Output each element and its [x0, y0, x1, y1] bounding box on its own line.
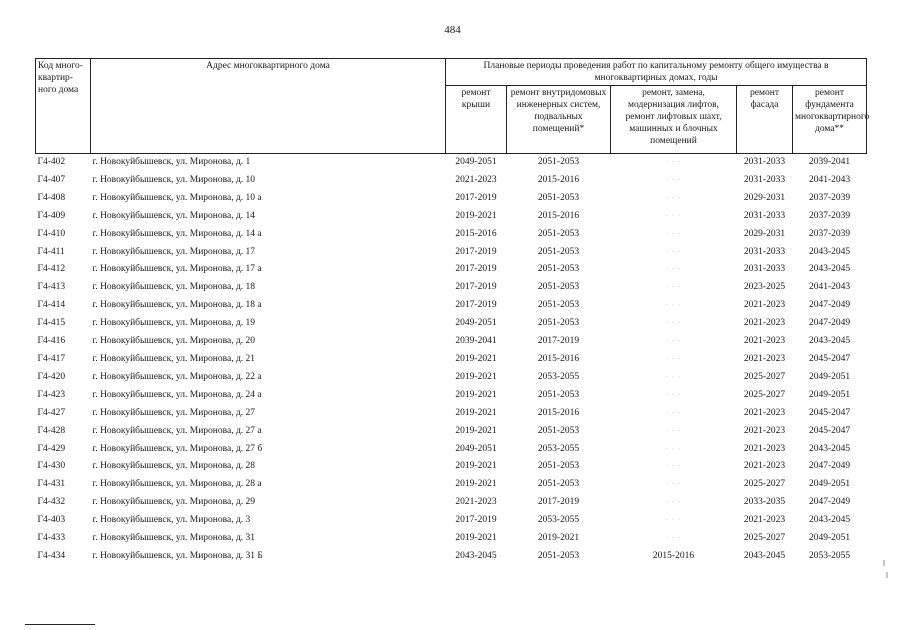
row-code: Г4-420	[37, 371, 66, 382]
row-foundation-period: 2041-2043	[808, 174, 851, 185]
row-facade-period: 2033-2035	[743, 497, 786, 508]
row-facade-period: 2031-2033	[743, 246, 786, 257]
illegible-mark: · · ·	[665, 265, 682, 274]
row-foundation-period: 2043-2045	[808, 336, 851, 347]
row-code: Г4-407	[37, 174, 66, 185]
row-elevators-period	[611, 315, 737, 333]
row-code: Г4-431	[37, 479, 66, 490]
row-facade-period: 2021-2023	[743, 515, 786, 526]
row-code: Г4-403	[37, 515, 66, 526]
row-systems-period: 2051-2053	[537, 550, 580, 561]
row-foundation-period: 2045-2047	[808, 425, 851, 436]
table-row	[36, 315, 867, 333]
row-foundation-period: 2043-2045	[808, 264, 851, 275]
row-systems-period: 2051-2053	[537, 246, 580, 257]
table-row	[36, 279, 867, 297]
row-facade-period: 2025-2027	[743, 533, 786, 544]
row-address: г. Новокуйбышевск, ул. Миронова, д. 29	[92, 497, 256, 508]
row-roof-period: 2019-2021	[455, 533, 497, 544]
row-systems-period: 2019-2021	[537, 533, 580, 544]
row-foundation-period: 2041-2043	[808, 282, 851, 293]
illegible-mark: · · ·	[665, 211, 682, 220]
row-roof-period: 2019-2021	[455, 407, 497, 418]
table-row	[36, 333, 867, 351]
row-foundation-period: 2045-2047	[808, 353, 851, 364]
header-periods: Плановые периоды проведения работ по капитальному ремонту общего имущества в многоквартирных домах, годы	[446, 59, 867, 86]
row-systems-period: 2015-2016	[537, 353, 580, 364]
row-foundation-period: 2047-2049	[808, 300, 851, 311]
row-systems-period: 2051-2053	[537, 479, 580, 490]
row-foundation-period: 2043-2045	[808, 246, 851, 257]
row-address: г. Новокуйбышевск, ул. Миронова, д. 3	[92, 515, 251, 526]
row-facade-period: 2021-2023	[743, 318, 786, 329]
row-systems-period: 2051-2053	[537, 228, 580, 239]
row-roof-period: 2019-2021	[455, 371, 497, 382]
row-elevators-period	[611, 297, 737, 315]
row-systems-period: 2051-2053	[537, 264, 580, 275]
row-systems-period: 2051-2053	[537, 318, 580, 329]
row-address: г. Новокуйбышевск, ул. Миронова, д. 24 а	[92, 389, 262, 400]
illegible-mark: · · ·	[665, 480, 682, 489]
illegible-mark: · · ·	[665, 462, 682, 471]
row-address: г. Новокуйбышевск, ул. Миронова, д. 19	[92, 318, 256, 329]
table-row	[36, 494, 867, 512]
table-row	[36, 244, 867, 262]
row-code: Г4-427	[37, 407, 66, 418]
illegible-mark: · · ·	[665, 301, 682, 310]
table-row	[36, 405, 867, 423]
header-foundation: ремонт фундамента многоквартирного дома**	[793, 86, 867, 154]
row-facade-period: 2031-2033	[743, 264, 786, 275]
row-roof-period: 2017-2019	[455, 300, 497, 311]
row-systems-period: 2017-2019	[537, 497, 580, 508]
row-address: г. Новокуйбышевск, ул. Миронова, д. 28	[92, 461, 256, 472]
table-row	[36, 423, 867, 441]
row-systems-period: 2051-2053	[537, 192, 580, 203]
table-row	[36, 190, 867, 208]
illegible-mark: · · ·	[665, 498, 682, 507]
illegible-mark: · · ·	[665, 175, 682, 184]
row-facade-period: 2031-2033	[743, 174, 786, 185]
row-elevators-period	[611, 441, 737, 459]
scan-speck	[883, 560, 885, 566]
row-code: Г4-408	[37, 192, 66, 203]
illegible-mark: · · ·	[665, 319, 682, 328]
row-foundation-period: 2049-2051	[808, 533, 851, 544]
illegible-mark: · · ·	[665, 283, 682, 292]
header-address: Адрес многоквартирного дома	[91, 59, 446, 154]
row-roof-period: 2017-2019	[455, 192, 497, 203]
row-facade-period: 2021-2023	[743, 443, 786, 454]
row-facade-period: 2021-2023	[743, 407, 786, 418]
row-elevators-period	[611, 208, 737, 226]
illegible-mark: · · ·	[665, 516, 682, 525]
row-elevators-period	[611, 172, 737, 190]
row-elevators-period	[611, 476, 737, 494]
row-roof-period: 2039-2041	[455, 336, 497, 347]
row-facade-period: 2021-2023	[743, 353, 786, 364]
row-address: г. Новокуйбышевск, ул. Миронова, д. 18	[92, 282, 256, 293]
row-elevators-period	[611, 154, 737, 172]
table-row	[36, 154, 867, 172]
row-code: Г4-402	[37, 157, 66, 167]
row-address: г. Новокуйбышевск, ул. Миронова, д. 14	[92, 210, 256, 221]
row-roof-period: 2049-2051	[455, 318, 497, 329]
row-facade-period: 2025-2027	[743, 371, 786, 382]
footnote-separator	[25, 624, 95, 625]
row-foundation-period: 2037-2039	[808, 228, 851, 239]
table-row	[36, 226, 867, 244]
row-address: г. Новокуйбышевск, ул. Миронова, д. 14 а	[92, 228, 262, 239]
row-facade-period: 2021-2023	[743, 336, 786, 347]
illegible-mark: · · ·	[665, 354, 682, 363]
row-elevators-period	[611, 333, 737, 351]
row-elevators-period	[611, 387, 737, 405]
row-code: Г4-409	[37, 210, 66, 221]
row-roof-period: 2019-2021	[455, 389, 497, 400]
row-facade-period: 2021-2023	[743, 461, 786, 472]
header-code: Код много-квартир-ного дома	[36, 59, 91, 154]
row-address: г. Новокуйбышевск, ул. Миронова, д. 22 а	[92, 371, 262, 382]
row-elevators-period	[611, 405, 737, 423]
row-foundation-period: 2049-2051	[808, 371, 851, 382]
header-systems: ремонт внутридомовых инженерных систем, подвальных помещений*	[507, 86, 611, 154]
row-systems-period: 2051-2053	[537, 461, 580, 472]
row-address: г. Новокуйбышевск, ул. Миронова, д. 28 а	[92, 479, 262, 490]
table-row	[36, 458, 867, 476]
header-row-top	[36, 59, 867, 86]
row-facade-period: 2031-2033	[743, 157, 786, 167]
row-code: Г4-413	[37, 282, 66, 293]
illegible-mark: · · ·	[665, 229, 682, 238]
illegible-mark: · · ·	[665, 408, 682, 417]
row-roof-period: 2021-2023	[455, 497, 497, 508]
illegible-mark: · · ·	[665, 390, 682, 399]
table-row	[36, 476, 867, 494]
row-elevators-period	[611, 279, 737, 297]
table-row	[36, 172, 867, 190]
row-foundation-period: 2043-2045	[808, 443, 851, 454]
row-address: г. Новокуйбышевск, ул. Миронова, д. 10 а	[92, 192, 262, 203]
illegible-mark: · · ·	[665, 534, 682, 543]
row-systems-period: 2015-2016	[537, 174, 580, 185]
row-elevators-period	[611, 226, 737, 244]
row-roof-period: 2017-2019	[455, 282, 497, 293]
row-systems-period: 2051-2053	[537, 282, 580, 293]
row-foundation-period: 2047-2049	[808, 461, 851, 472]
row-foundation-period: 2047-2049	[808, 318, 851, 329]
row-roof-period: 2019-2021	[455, 425, 497, 436]
row-address: г. Новокуйбышевск, ул. Миронова, д. 1	[92, 157, 251, 167]
row-code: Г4-414	[37, 300, 66, 311]
illegible-mark: · · ·	[665, 444, 682, 453]
row-elevators-period	[611, 261, 737, 279]
row-foundation-period: 2043-2045	[808, 515, 851, 526]
row-elevators-period	[611, 458, 737, 476]
row-address: г. Новокуйбышевск, ул. Миронова, д. 27 а	[92, 425, 262, 436]
illegible-mark: · · ·	[665, 247, 682, 256]
row-elevators-period	[611, 244, 737, 262]
row-address: г. Новокуйбышевск, ул. Миронова, д. 27 б	[92, 443, 263, 454]
illegible-mark: · · ·	[665, 158, 682, 166]
row-elevators-period: 2015-2016	[652, 550, 695, 561]
header-elevators: ремонт, замена, модернизация лифтов, ремонт лифтовых шахт, машинных и блочных помещений	[611, 86, 737, 154]
row-systems-period: 2053-2055	[537, 443, 580, 454]
row-roof-period: 2021-2023	[455, 174, 497, 185]
row-foundation-period: 2053-2055	[808, 550, 851, 561]
table-row	[36, 369, 867, 387]
row-code: Г4-433	[37, 533, 66, 544]
scan-speck	[886, 572, 888, 578]
table-row	[36, 351, 867, 369]
row-code: Г4-416	[37, 336, 66, 347]
illegible-mark: · · ·	[665, 426, 682, 435]
row-foundation-period: 2049-2051	[808, 479, 851, 490]
row-systems-period: 2053-2055	[537, 515, 580, 526]
illegible-mark: · · ·	[665, 337, 682, 346]
row-address: г. Новокуйбышевск, ул. Миронова, д. 20	[92, 336, 256, 347]
header-facade: ремонт фасада	[737, 86, 793, 154]
row-systems-period: 2015-2016	[537, 407, 580, 418]
row-address: г. Новокуйбышевск, ул. Миронова, д. 17	[92, 246, 256, 257]
row-systems-period: 2051-2053	[537, 389, 580, 400]
row-facade-period: 2021-2023	[743, 300, 786, 311]
row-foundation-period: 2045-2047	[808, 407, 851, 418]
row-roof-period: 2019-2021	[455, 353, 497, 364]
page-number: 484	[444, 24, 461, 36]
row-facade-period: 2025-2027	[743, 389, 786, 400]
capital-repair-schedule-table	[35, 58, 870, 566]
row-roof-period: 2017-2019	[455, 246, 497, 257]
table-row	[36, 261, 867, 279]
row-code: Г4-412	[37, 264, 66, 275]
row-roof-period: 2019-2021	[455, 210, 497, 221]
row-code: Г4-428	[37, 425, 66, 436]
row-code: Г4-434	[37, 550, 66, 561]
row-roof-period: 2049-2051	[455, 157, 497, 167]
row-roof-period: 2017-2019	[455, 515, 497, 526]
row-elevators-period	[611, 530, 737, 548]
row-systems-period: 2017-2019	[537, 336, 580, 347]
row-foundation-period: 2037-2039	[808, 210, 851, 221]
row-address: г. Новокуйбышевск, ул. Миронова, д. 18 а	[92, 300, 262, 311]
row-code: Г4-410	[37, 228, 66, 239]
row-systems-period: 2053-2055	[537, 371, 580, 382]
row-foundation-period: 2039-2041	[808, 157, 851, 167]
row-roof-period: 2017-2019	[455, 264, 497, 275]
row-facade-period: 2029-2031	[743, 192, 786, 203]
header-roof: ремонт крыши	[446, 86, 507, 154]
row-systems-period: 2051-2053	[537, 425, 580, 436]
table-row	[36, 208, 867, 226]
row-address: г. Новокуйбышевск, ул. Миронова, д. 31 Б	[92, 550, 263, 561]
row-facade-period: 2025-2027	[743, 479, 786, 490]
row-facade-period: 2043-2045	[743, 550, 786, 561]
row-roof-period: 2019-2021	[455, 461, 497, 472]
table-row	[36, 297, 867, 315]
row-code: Г4-417	[37, 353, 66, 364]
row-code: Г4-423	[37, 389, 66, 400]
row-elevators-period	[611, 190, 737, 208]
table-row	[36, 548, 867, 566]
row-address: г. Новокуйбышевск, ул. Миронова, д. 21	[92, 353, 256, 364]
table-row	[36, 387, 867, 405]
row-code: Г4-415	[37, 318, 66, 329]
row-roof-period: 2015-2016	[455, 228, 497, 239]
row-facade-period: 2031-2033	[743, 210, 786, 221]
row-address: г. Новокуйбышевск, ул. Миронова, д. 17 а	[92, 264, 262, 275]
row-address: г. Новокуйбышевск, ул. Миронова, д. 31	[92, 533, 256, 544]
table-body	[36, 154, 867, 566]
table-row	[36, 441, 867, 459]
row-roof-period: 2019-2021	[455, 479, 497, 490]
illegible-mark: · · ·	[665, 193, 682, 202]
row-foundation-period: 2049-2051	[808, 389, 851, 400]
row-systems-period: 2051-2053	[537, 300, 580, 311]
row-facade-period: 2021-2023	[743, 425, 786, 436]
row-systems-period: 2051-2053	[537, 157, 580, 167]
row-elevators-period	[611, 369, 737, 387]
table-row	[36, 530, 867, 548]
row-elevators-period	[611, 351, 737, 369]
row-code: Г4-411	[37, 246, 65, 257]
row-elevators-period	[611, 494, 737, 512]
table-row	[36, 512, 867, 530]
row-code: Г4-432	[37, 497, 66, 508]
row-facade-period: 2023-2025	[743, 282, 786, 293]
row-systems-period: 2015-2016	[537, 210, 580, 221]
row-address: г. Новокуйбышевск, ул. Миронова, д. 27	[92, 407, 256, 418]
row-elevators-period	[611, 423, 737, 441]
row-roof-period: 2049-2051	[455, 443, 497, 454]
row-roof-period: 2043-2045	[455, 550, 497, 561]
row-code: Г4-430	[37, 461, 66, 472]
row-code: Г4-429	[37, 443, 66, 454]
row-elevators-period	[611, 512, 737, 530]
row-facade-period: 2029-2031	[743, 228, 786, 239]
row-address: г. Новокуйбышевск, ул. Миронова, д. 10	[92, 174, 256, 185]
row-foundation-period: 2047-2049	[808, 497, 851, 508]
row-foundation-period: 2037-2039	[808, 192, 851, 203]
illegible-mark: · · ·	[665, 372, 682, 381]
